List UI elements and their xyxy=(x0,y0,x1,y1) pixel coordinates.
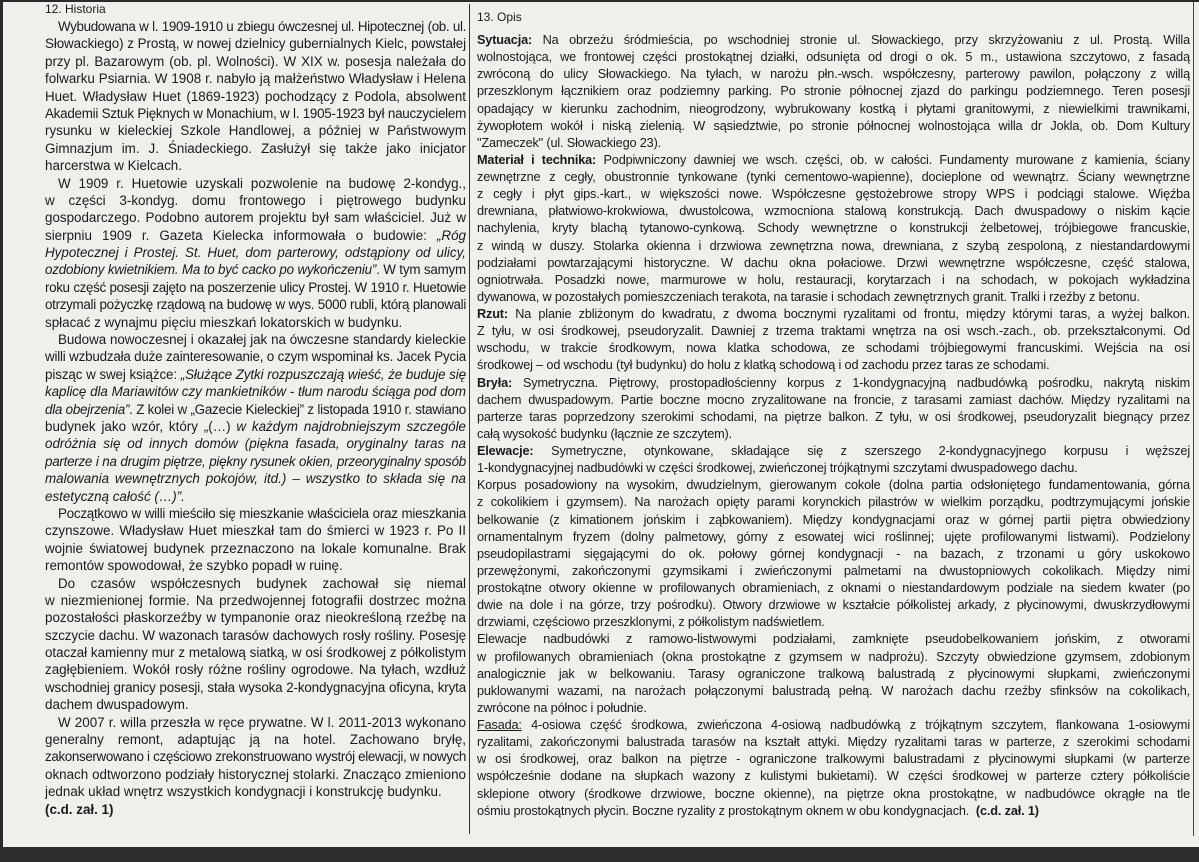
quote-text: malowania wewnętrznych pokojów, itd.) – wszystko to składa się na xyxy=(45,471,466,487)
text-segment: zakonserwowano i częściowo zrekonstruowano wystrój elewacji, w nowych xyxy=(45,749,466,765)
text-segment: wschodniej granicy posesji, stała wysoka 2-kondygnacyjna oficyna, kryta xyxy=(45,679,466,695)
text-segment: wolnostojąca, we frontowej części prostokątnej działki, odsunięta od drogi o ok. 5 m., ustawiona szczytowo, z fasadą xyxy=(477,50,1190,65)
text-line xyxy=(477,255,1190,272)
text-line xyxy=(45,696,466,713)
text-segment: Akademii Sztuk Pięknych w Monachium, w l. 1905-1923 był nauczycielem xyxy=(45,105,466,121)
quote-text: w każdym najdrobniejszym szczególe xyxy=(236,418,466,434)
text-segment: generalny remont, adaptując ją na hotel. Zachowano bryłę, xyxy=(45,732,466,748)
text-segment: Huet. Władysław Huet (1869-1923) pochodzący z Podola, absolwent xyxy=(45,88,466,104)
text-line xyxy=(45,122,466,139)
text-segment: Słowackiego) z Prostą, w nowej dzielnicy gubernialnych Kielc, powstałej xyxy=(45,36,466,52)
text-line xyxy=(477,426,1190,443)
text-segment: przeszklonym łącznikiem oraz podziemny parking. Po stronie północnej zjazd do parkingu podziemnego. Teren posesji xyxy=(477,84,1190,99)
text-line xyxy=(45,766,466,783)
text-line xyxy=(45,296,466,313)
text-line xyxy=(45,157,466,174)
quote-text: Hypotecznej i Prostej. St. Huet, dom parterowy, odstąpiony od ulicy, xyxy=(45,245,466,261)
text-line xyxy=(45,279,466,296)
text-line xyxy=(45,227,466,244)
text-segment: Podpiwniczony dawniej we wsch. części, ob. w całości. Fundamenty murowane z kamienia, ściany xyxy=(596,152,1190,167)
paragraph xyxy=(45,714,466,801)
text-line xyxy=(477,152,1190,169)
text-line xyxy=(477,529,1190,546)
scan-edge xyxy=(0,847,1199,862)
label-text: Elewacje: xyxy=(477,444,534,458)
text-line xyxy=(477,66,1190,83)
text-segment: gospodarczego. Podobno autorem projektu był sam właściciel. Już w xyxy=(45,210,466,226)
label-text: (c.d. zał. 1) xyxy=(975,803,1039,818)
text-segment: parterze taras poprzedzony szerokimi schodami, na piętrze balkon. Z tyłu, w osi środkowej, pseudoryzalit biegnący przez xyxy=(477,409,1190,424)
text-segment: sierpniu 1909 r. Gazeta Kielecka informowała o budowie: xyxy=(45,227,437,243)
text-line xyxy=(45,244,466,261)
quote-text: estetyczną całość (…)”. xyxy=(45,488,185,504)
text-line xyxy=(45,18,466,35)
text-line xyxy=(477,683,1190,700)
text-line xyxy=(477,340,1190,357)
text-segment: 4-osiowa część środkowa, zwieńczona 4-osiową nadbudówką z trójkątnym szczytem, flankowana 1-osiowymi xyxy=(521,718,1190,732)
text-line xyxy=(45,505,466,522)
text-line xyxy=(477,409,1190,426)
text-segment: ogniotrwała. Posadzki nowe, marmurowe w holu, restauracji, korytarzach i na schodach, w pokojach wykładzina xyxy=(477,272,1190,287)
text-line xyxy=(477,631,1190,648)
text-segment: zwrócone na północ i południe. xyxy=(477,700,647,715)
text-line xyxy=(477,460,1190,477)
text-segment: dachem dwuspadowym. xyxy=(45,697,189,713)
section-historia xyxy=(45,0,466,818)
text-line xyxy=(477,289,1190,306)
paragraph xyxy=(45,505,466,575)
text-segment: zwróconą do ulicy Słowackiego. Na tyłach, w narożu płn.-wsch. współczesny, parterowy pawilon, połączony z willą xyxy=(477,67,1190,82)
text-segment: 1-kondygnacyjnej nadbudówki w części środkowej, zwieńczonej trójkątnymi szczytami dwuspadowego dachu. xyxy=(477,461,1078,476)
text-segment: Elewacje nadbudówki z ramowo-listwowymi podziałami, zamknięte pseudobelkowaniem jońskim, z otworami xyxy=(477,632,1190,647)
text-line xyxy=(477,512,1190,529)
text-line xyxy=(45,714,466,731)
paragraph xyxy=(477,631,1190,717)
text-line xyxy=(477,700,1190,717)
continuation-note: (c.d. zał. 1) xyxy=(45,801,114,817)
text-line xyxy=(477,169,1190,186)
text-segment: współcześnie dodane na słupkach wazony z kulistymi bukietami). W części środkowej w parterze cztery półkoliście xyxy=(477,769,1190,784)
text-line xyxy=(45,679,466,696)
label-text: Fasada: xyxy=(477,718,522,732)
text-segment: w profilowanych obramieniach (okna prostokątne z gzymsem w nadprożu). Szczyty obwiedzione gzymsem, zdobionym xyxy=(477,649,1190,664)
text-line xyxy=(45,748,466,765)
section-opis xyxy=(477,8,1190,820)
text-segment: Z tyłu, w osi środkowej, pseudoryzalit. Dawniej z trzema traktami wnętrza na osi wsch.-zach., ob. przekształconymi. Od xyxy=(477,324,1190,339)
text-line xyxy=(45,488,466,505)
text-line xyxy=(45,401,466,418)
label-text: Sytuacja: xyxy=(477,33,533,47)
text-segment: z cegły i płyt gips.-kart., w większości nowe. Współczesne gęstożebrowe stropy WPS i podciągi stalowe. Więźba xyxy=(477,187,1190,202)
quote-text: „Róg xyxy=(436,227,466,243)
text-segment: Do czasów współczesnych budynek zachował się niemal xyxy=(58,575,466,591)
text-segment: ryzalitami, zakończonymi balustrada tarasów na kształt attyki. Między ryzalitami taras w parterze, z szerokimi schodami xyxy=(477,735,1190,750)
text-line xyxy=(45,366,466,383)
text-line xyxy=(45,53,466,70)
text-segment: drzwiami, częściowo przeszklonymi, z półkolistym nadświetlem. xyxy=(477,615,825,630)
quote-text: kaplicę dla Mariawitów czy mankietników - tłum narodu ściąga pod dom xyxy=(45,384,466,400)
paragraph xyxy=(477,717,1190,820)
text-segment: Na obrzeżu śródmieścia, po wschodniej stronie ul. Słowackiego, przy skrzyżowaniu z ul. Prostą. Willa xyxy=(532,33,1190,47)
text-segment: otaczał kamienny mur z metalową siatką, w osi środkowej z półkolistym xyxy=(45,645,466,661)
text-line xyxy=(45,609,466,626)
text-segment: Symetryczna. Piętrowy, prostopadłościenny korpus z 1-kondygnacyjną nadbudówką pośrodku, nakrytą niskim xyxy=(512,375,1190,390)
paragraph xyxy=(45,175,466,332)
text-line xyxy=(477,768,1190,785)
text-line xyxy=(45,105,466,122)
paragraph xyxy=(477,306,1190,375)
quote-text: ozdobiony kwietnikiem. Ma to być cacko po wykończeniu” xyxy=(45,262,377,278)
text-segment: belkowanie (z kimationem jońskim i ząbkowaniem). Między kondygnacjami oraz w górnej partii piętra obwiedziony xyxy=(477,512,1190,527)
text-line xyxy=(477,392,1190,409)
text-line xyxy=(477,786,1190,803)
text-segment: remontów spowodował, że szybko popadł w ruinę. xyxy=(45,558,343,574)
text-segment: oknach odtworzono podziały historycznej stolarki. Znacząco zmieniono xyxy=(45,766,466,782)
paragraph xyxy=(45,331,466,505)
text-segment: w osi środkowej, oraz balkon na piętrze - ograniczone tralkowymi balustradami z płycinowymi słupkami (w parterze xyxy=(477,752,1190,767)
text-segment: z windą w duszy. Stolarka okienna i drzwiowa zewnętrzna nowa, drewniana, z szybą zespoloną, z niestandardowymi xyxy=(477,238,1190,253)
text-segment: . Z kolei w „Gazecie Kieleckiej” z listopada 1910 r. stawiano xyxy=(129,401,466,417)
text-segment: żywopłotem wokół i niską zielenią. W sąsiedztwie, po stronie północnej wolnostojąca willa dr Jokla, ob. Dom Kultury xyxy=(477,118,1190,133)
text-segment: folwarku Psiarnia. W 1908 r. nabyło ją małżeństwo Władysław i Helena xyxy=(45,71,466,87)
text-segment: Gimnazjum im. J. Śniadeckiego. Zasłużył się także jako inicjator xyxy=(45,140,466,156)
text-line xyxy=(477,580,1190,597)
text-line xyxy=(477,649,1190,666)
text-segment: dwie na dole i na górze, trzy pośrodku). Otwory drzwiowe w kształcie półkolistej arkady, z płycinowymi, dwuskrzydłowymi xyxy=(477,598,1190,613)
label-text: Bryła: xyxy=(477,375,513,390)
text-segment: wschodu, w trakcie środkowym, nowa klatka schodowa, ze schodami trójbiegowymi francuskimi. Wejścia na osi xyxy=(477,341,1190,356)
text-line xyxy=(477,203,1190,220)
paragraph xyxy=(45,575,466,714)
text-line xyxy=(45,261,466,278)
text-segment: otrzymali pożyczkę rządową na budowę w wys. 5000 rubli, którą planowali xyxy=(45,297,466,313)
quote-text: „Służące Zytki rozpuszczają wieść, że buduje się xyxy=(180,366,466,382)
text-segment: roku część posesji zajęto na poszerzenie ulicy Prostej. W 1910 r. Huetowie xyxy=(45,279,466,295)
text-line xyxy=(45,453,466,470)
text-segment: W 2007 r. willa przeszła w ręce prywatne. W l. 2011-2013 wykonano xyxy=(58,714,466,730)
text-line xyxy=(477,32,1190,49)
text-segment: Na planie zbliżonym do kwadratu, z dwoma bocznymi ryzalitami od frontu, między którymi taras, a wyżej balkon. xyxy=(507,307,1190,321)
text-segment: zagłębieniem. Wokół rosły różne rośliny ogrodowe. Na tyłach, wzdłuż xyxy=(45,662,466,678)
text-segment: harcerstwa w Kielcach. xyxy=(45,158,182,174)
text-segment: ośmiu prostokątnych płycin. Boczne ryzality z prostokątnym oknem w obu kondygnacjach. xyxy=(477,803,976,818)
text-line xyxy=(477,375,1190,392)
text-line xyxy=(477,666,1190,683)
text-line xyxy=(45,540,466,557)
text-segment: Początkowo w willi mieściło się mieszkanie właściciela oraz mieszkania xyxy=(58,505,466,521)
text-line xyxy=(45,88,466,105)
text-line xyxy=(45,435,466,452)
text-segment: sklepione otwory (środkowe drzwiowe, boczne okienne), na piętrze okna prostokątne, w nadbudówce okrągłe na tle xyxy=(477,786,1190,801)
text-segment: pisząc w swej książce: xyxy=(45,366,181,382)
text-line xyxy=(477,597,1190,614)
text-line xyxy=(45,731,466,748)
paragraph xyxy=(477,152,1190,306)
text-segment: wojnie światowej budynek przeznaczono na lokale komunalne. Brak xyxy=(45,540,466,556)
text-line xyxy=(477,734,1190,751)
text-line xyxy=(45,592,466,609)
text-line xyxy=(477,306,1190,323)
text-line xyxy=(45,383,466,400)
text-line xyxy=(45,557,466,574)
text-segment: drewniana, płatwiowo-krokwiowa, dwustolcowa, wzmocniona stalową konstrukcją. Dach dwuspadowy o niskim kącie xyxy=(477,204,1190,219)
text-line xyxy=(477,751,1190,768)
text-segment: spłacać z wynajmu pięciu mieszkań lokatorskich w budynku. xyxy=(45,314,403,330)
paragraph xyxy=(477,375,1190,444)
text-line xyxy=(45,783,466,800)
text-line xyxy=(45,644,466,661)
quote-text: odróżnia się od innych domów (piękna fasada, oryginalny taras na xyxy=(45,436,466,452)
text-line xyxy=(45,331,466,348)
section-heading: 13. Opis xyxy=(477,10,522,24)
opis-text xyxy=(477,32,1190,820)
historia-text xyxy=(45,18,466,801)
text-line xyxy=(477,546,1190,563)
text-segment: w niezmienionej formie. Na przedwojennej fotografii dostrzec można xyxy=(45,592,466,608)
text-segment: "Zameczek" (ul. Słowackiego 23). xyxy=(477,135,662,150)
text-line xyxy=(477,186,1190,203)
text-segment: analogicznie jak w belkowaniu. Tarasy ograniczone tralkową balustradą z płycinowymi słupkami, zwieńczonymi xyxy=(477,666,1190,681)
text-line xyxy=(477,563,1190,580)
text-line xyxy=(477,135,1190,152)
text-line xyxy=(477,494,1190,511)
text-segment: całą wysokość budynku (łącznie ze szczytem). xyxy=(477,426,732,441)
text-line xyxy=(477,477,1190,494)
text-segment: zewnętrzne z cegły, obustronnie tynkowane (tynki cementowo-wapienne), docieplone od wewnątrz. Ściany wewnętrzne xyxy=(477,170,1190,184)
text-line xyxy=(45,627,466,644)
section-heading: 12. Historia xyxy=(45,2,106,16)
text-segment: jednak układ wnętrz wszystkich kondygnacji i konstrukcję budynku. xyxy=(45,784,442,800)
text-line xyxy=(45,522,466,539)
text-line xyxy=(477,220,1190,237)
text-segment: szczycie dachu. W wazonach tarasów dachowych rosły rośliny. Posesję xyxy=(45,627,466,643)
text-line xyxy=(477,101,1190,118)
text-segment: opadający w kierunku zachodnim, nieogrodzony, wybrukowany kostką i płytami granitowymi, z niewielkimi trawnikami, xyxy=(477,101,1190,116)
paragraph xyxy=(477,32,1190,152)
text-segment: środkowej – od wschodu (tył budynku) do holu z klatką schodową i od zachodu przez taras ze schodami. xyxy=(477,358,1050,373)
text-segment: . W tym samym xyxy=(376,262,466,278)
text-line xyxy=(477,118,1190,135)
text-line xyxy=(45,209,466,226)
text-line xyxy=(45,175,466,192)
text-line xyxy=(45,418,466,435)
text-line xyxy=(45,348,466,365)
text-segment: przy pl. Bazarowym (ob. pl. Wolności). W XIX w. posesja należała do xyxy=(45,53,466,69)
text-line xyxy=(477,443,1190,460)
text-line xyxy=(477,803,1190,820)
text-segment: W 1909 r. Huetowie uzyskali pozwolenie na budowę 2-kondyg., xyxy=(58,175,466,191)
text-line xyxy=(477,272,1190,289)
text-line xyxy=(45,661,466,678)
paragraph xyxy=(477,477,1190,631)
label-text: Rzut: xyxy=(477,307,508,321)
text-line xyxy=(477,717,1190,734)
text-line xyxy=(45,35,466,52)
text-segment: przewężonymi, zakończonymi gzymsikami i zwieńczonymi palmetami na dwustopniowych cokolikach. Między nimi xyxy=(477,563,1190,578)
text-segment: pozostałości płaskorzeźby w tympanonie oraz nieokreśloną rzeźbę na xyxy=(45,610,466,626)
column-divider xyxy=(469,4,470,834)
text-segment: willi wzbudzała duże zainteresowanie, o czym wspominał ks. Jacek Pycia xyxy=(45,349,466,365)
text-segment: Symetryczne, otynkowane, składające się z szerszego 2-kondygnacyjnego korpusu i węższej xyxy=(533,444,1190,458)
text-segment: nachylenia, kryty blachą tytanowo-cynkową. Schody wewnętrzne o konstrukcji żelbetowej, trójbiegowe francuskie, xyxy=(477,221,1190,236)
text-segment: z cokolikiem i gzymsem). Na narożach opięty parami korynckich pilastrów w wielkim porządku, podtrzymującymi jońskie xyxy=(477,495,1190,510)
text-line xyxy=(477,357,1190,374)
text-segment: Budowa nowoczesnej i okazałej jak na ówczesne standardy kieleckie xyxy=(58,332,466,348)
text-segment: rysunku w kieleckiej Szkole Handlowej, a później w Państwowym xyxy=(45,123,466,139)
text-line xyxy=(45,470,466,487)
text-segment: w części 3-kondyg. domu frontowego i piętrowego budynku xyxy=(45,192,466,208)
text-segment: czynszowe. Władysław Huet mieszkał tam do śmierci w 1923 r. Po II xyxy=(45,523,466,539)
text-segment: dachem dwuspadowym. Partie boczne mocno zryzalitowane na froncie, z tarasami zamiast dachów. Między ryzalitami na xyxy=(477,392,1190,407)
text-line xyxy=(45,575,466,592)
text-line xyxy=(477,323,1190,340)
text-segment: pseudopilastrami sięgającymi do ok. połowy górnej kondygnacji - na bazach, z trzonami u góry uskokowo xyxy=(477,546,1190,561)
text-line xyxy=(477,614,1190,631)
paragraph xyxy=(45,18,466,175)
label-text: Materiał i technika: xyxy=(477,152,597,167)
text-segment: puklowanymi wazami, na narożach połączonymi balustradą pełną. W narożach dachu rzeźby sfinksów na cokolikach, xyxy=(477,683,1190,698)
text-line xyxy=(45,314,466,331)
text-line xyxy=(45,140,466,157)
quote-text: parterze i na drugim piętrze, piękny rysunek okien, przeoryginalny sposób xyxy=(45,453,466,469)
text-line xyxy=(45,70,466,87)
text-line xyxy=(477,238,1190,255)
text-segment: prostokątne otwory okienne w profilowanych obramieniach, z oknami o niestandardowym podziale na siedem kwater (po xyxy=(477,581,1190,595)
text-segment: podziałami powtarzającymi historyczne. W dachu okna połaciowe. Drzwi wewnętrzne współczesne, część stalowa, xyxy=(477,255,1190,270)
paragraph xyxy=(477,443,1190,477)
text-segment: ornamentalnym fryzem (dolny palmetowy, górny z esowatej wici roślinnej; ujęte profilowanymi listwami). Podzielony xyxy=(477,529,1190,544)
quote-text: dla obejrzenia” xyxy=(45,401,130,417)
text-segment: budynek jako wzór, który „(…) xyxy=(45,418,237,434)
text-segment: dywanowa, w pozostałych pomieszczeniach terakota, na tarasie i schodach zewnętrznych granit. Tralki i rzeźby z betonu. xyxy=(477,289,1140,304)
text-line xyxy=(477,83,1190,100)
text-segment: Wybudowana w l. 1909-1910 u zbiegu ówczesnej ul. Hipotecznej (ob. ul. xyxy=(58,19,466,34)
text-line xyxy=(45,192,466,209)
text-segment: Korpus posadowiony na wysokim, dwudzielnym, gierowanym cokole (dolna partia odsłoniętego fundamentowania, górna xyxy=(477,478,1190,493)
text-line xyxy=(477,49,1190,66)
